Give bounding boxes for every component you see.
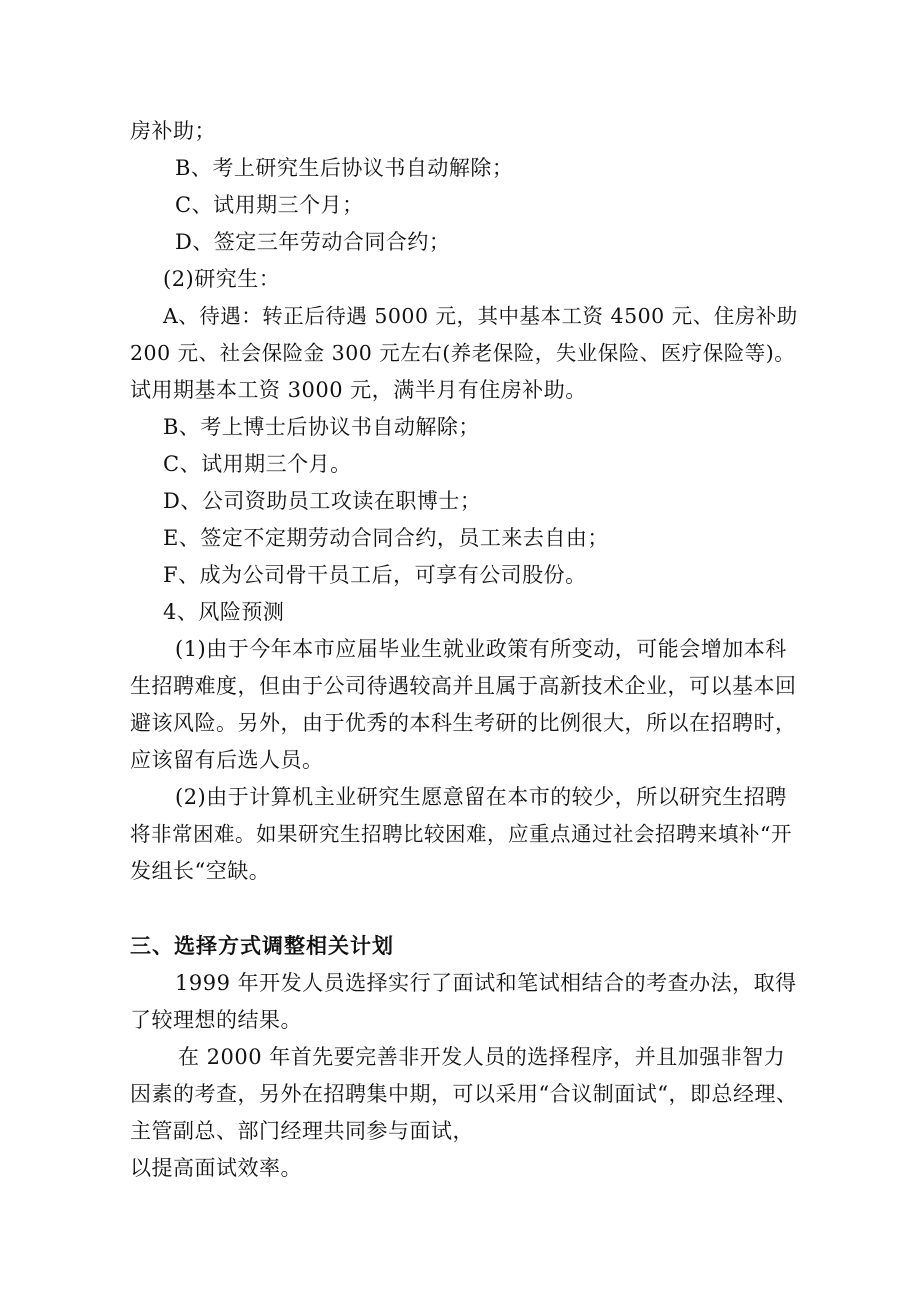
text-line: E、签定不定期劳动合同合约，员工来去自由；	[163, 526, 609, 550]
text-line: C、试用期三个月；	[175, 193, 364, 217]
text-line: 了较理想的结果。	[130, 1008, 302, 1032]
text-line: 以提高面试效率。	[130, 1156, 302, 1180]
text-line: 因素的考查，另外在招聘集中期，可以采用“合议制面试“，即总经理、	[130, 1082, 798, 1106]
text-line: B、考上博士后协议书自动解除；	[163, 415, 480, 439]
text-line: F、成为公司骨干员工后，可享有公司股份。	[163, 563, 587, 587]
text-line: 试用期基本工资 3000 元，满半月有住房补助。	[130, 378, 587, 402]
text-line: 1999 年开发人员选择实行了面试和笔试相结合的考查办法，取得	[175, 971, 797, 995]
text-line: (2)由于计算机主业研究生愿意留在本市的较少，所以研究生招聘	[175, 785, 787, 809]
text-line: 避该风险。另外，由于优秀的本科生考研的比例很大，所以在招聘时，	[130, 711, 797, 735]
text-line: 200 元、社会保险金 300 元左右(养老保险，失业保险、医疗保险等)。	[130, 341, 796, 365]
text-line: 应该留有后选人员。	[130, 748, 324, 772]
text-line: A、待遇：转正后待遇 5000 元，其中基本工资 4500 元、住房补助	[163, 304, 798, 328]
subsection-title: 4、风险预测	[163, 600, 285, 624]
text-line: (1)由于今年本市应届毕业生就业政策有所变动，可能会增加本科	[175, 637, 787, 661]
subsection-title: (2)研究生：	[163, 267, 281, 291]
text-line: B、考上研究生后协议书自动解除；	[175, 156, 514, 180]
text-line: C、试用期三个月。	[163, 452, 352, 476]
text-line: 房补助；	[130, 119, 216, 143]
text-line: D、公司资助员工攻读在职博士；	[163, 489, 482, 513]
text-line: 将非常困难。如果研究生招聘比较困难，应重点通过社会招聘来填补“开	[130, 822, 792, 846]
text-line: 在 2000 年首先要完善非开发人员的选择程序，并且加强非智力	[178, 1045, 786, 1069]
text-line: 生招聘难度，但由于公司待遇较高并且属于高新技术企业，可以基本回	[130, 674, 797, 698]
text-line: 发组长“空缺。	[130, 859, 271, 883]
section-heading: 三、选择方式调整相关计划	[130, 933, 394, 958]
text-line: 主管副总、部门经理共同参与面试，	[130, 1119, 474, 1143]
text-line: D、签定三年劳动合同合约；	[175, 230, 451, 254]
